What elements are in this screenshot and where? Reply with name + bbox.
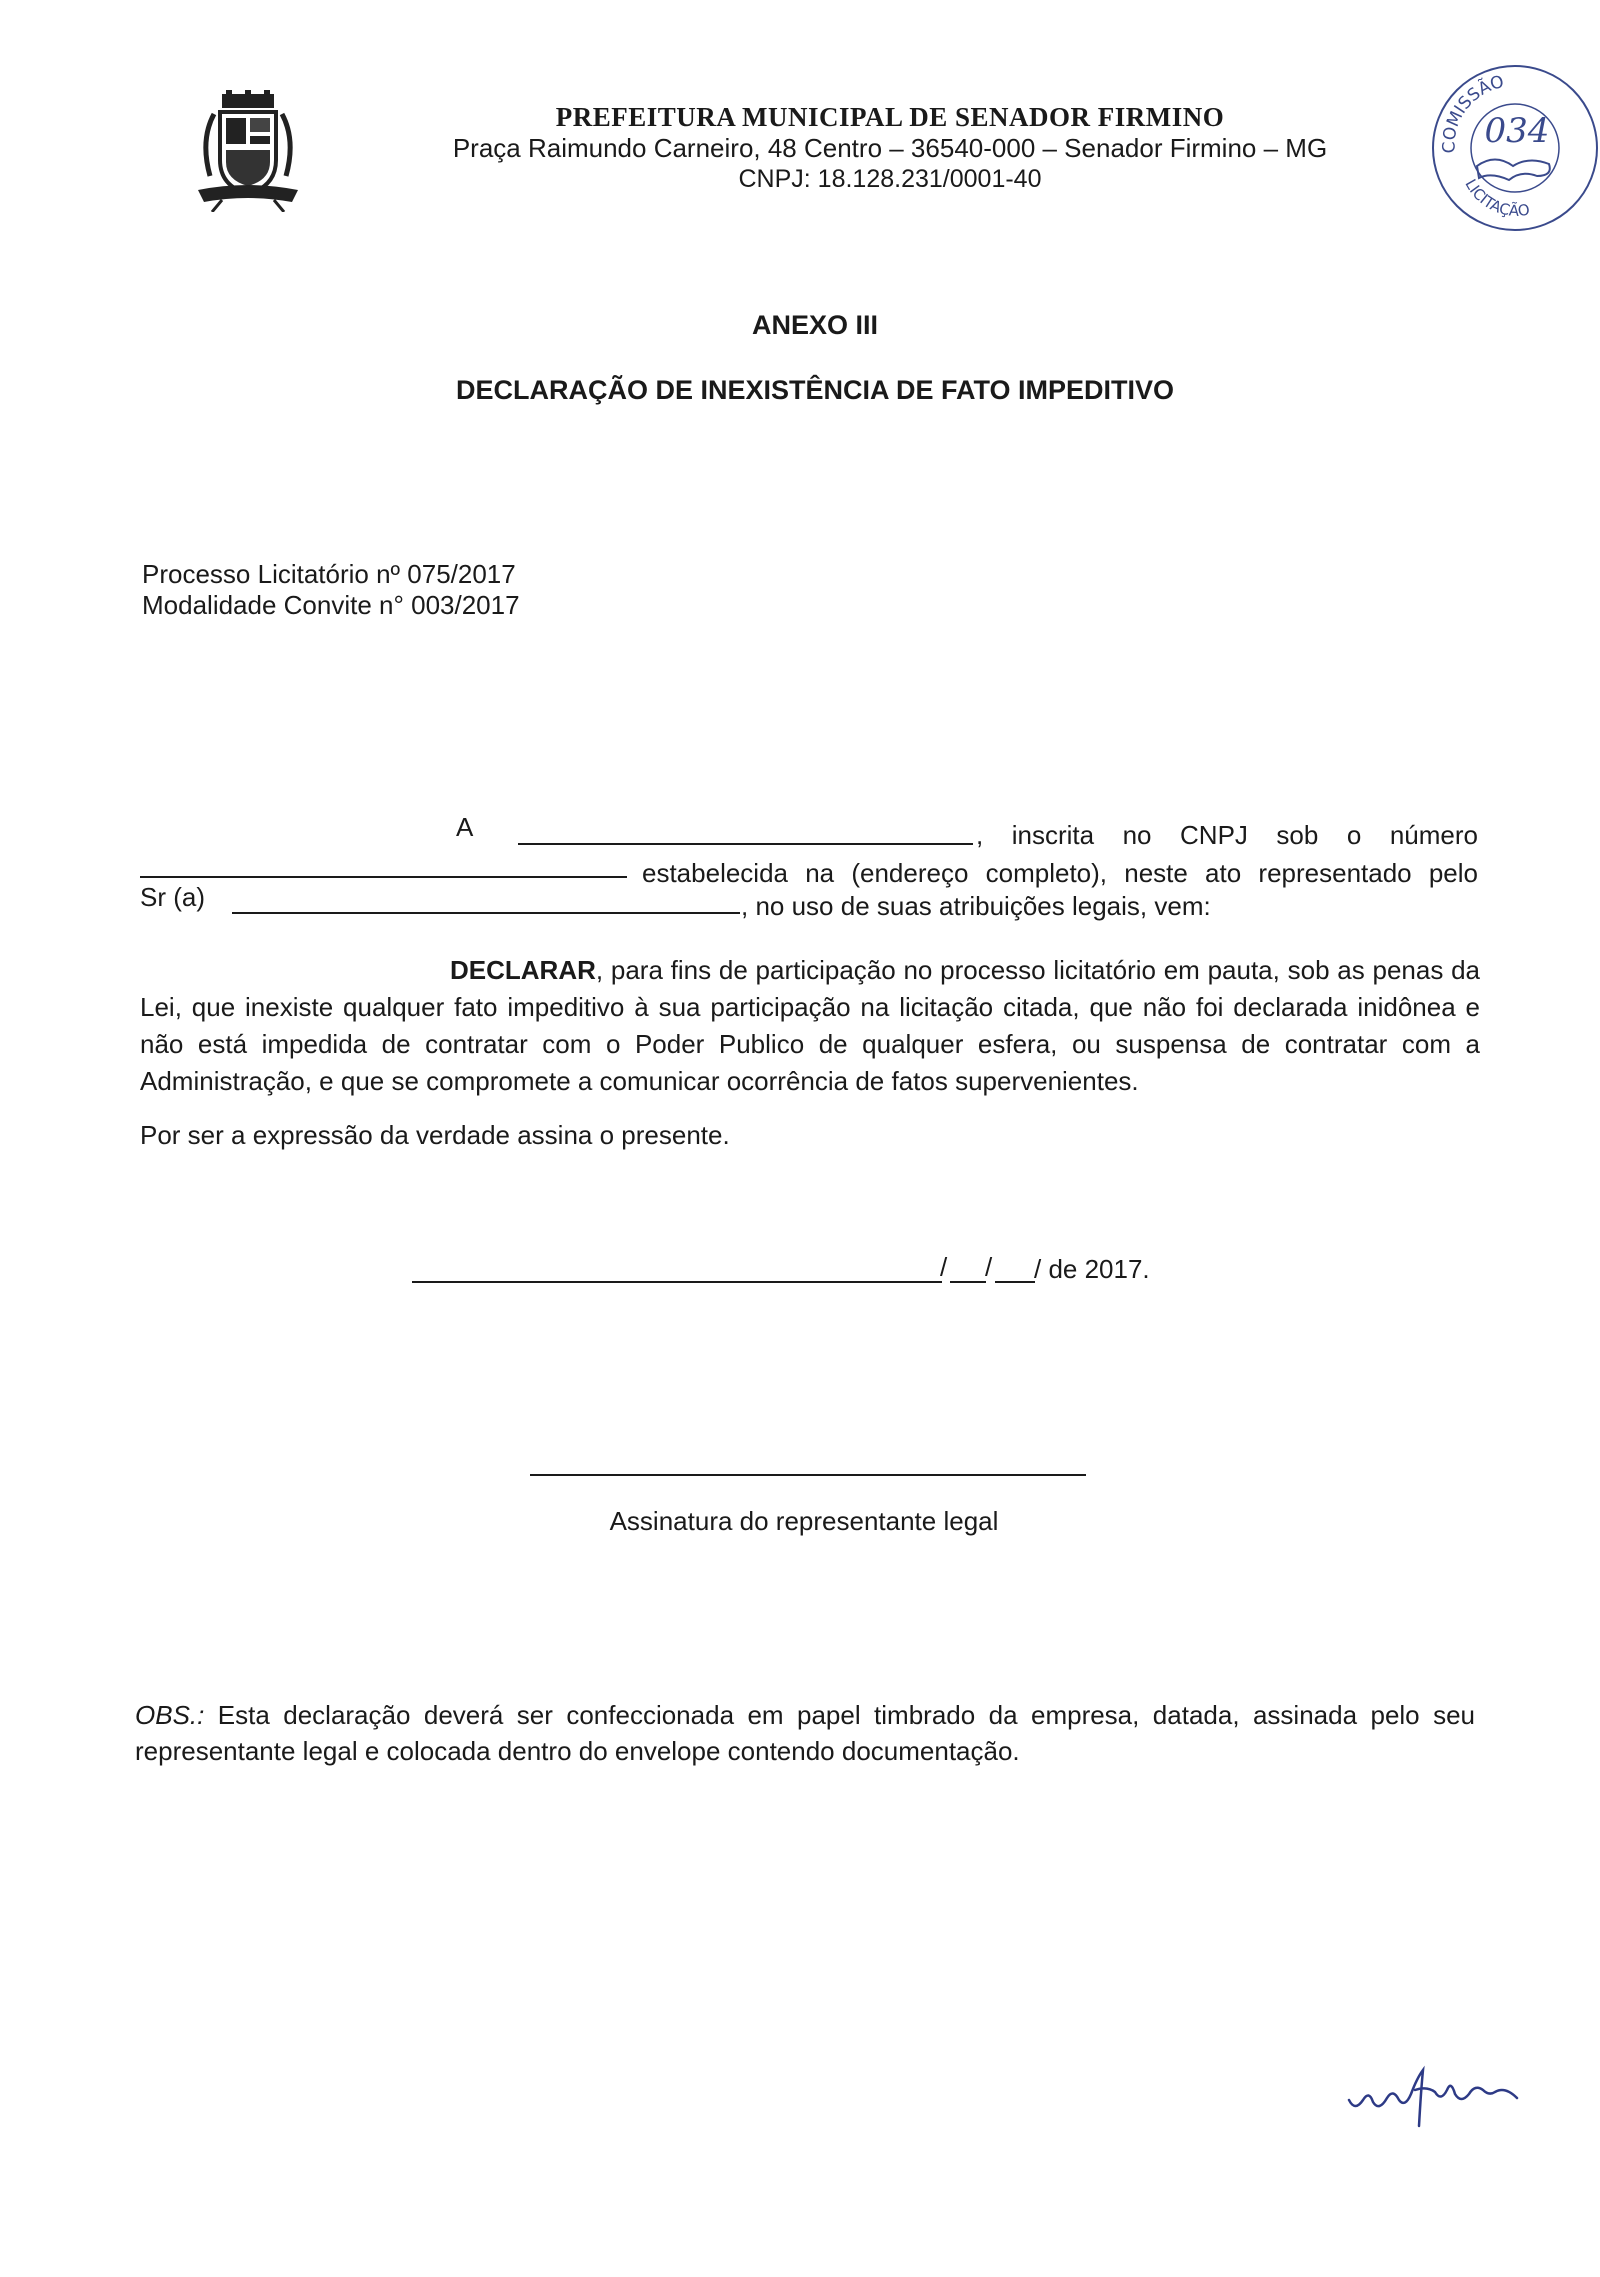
- signature-caption: Assinatura do representante legal: [609, 1506, 999, 1536]
- date-separator: /: [940, 1252, 948, 1282]
- representative-name-field[interactable]: [232, 912, 740, 914]
- company-name-field[interactable]: [518, 843, 973, 845]
- obs-text: Esta declaração deverá ser confeccionada em papel timbrado da empresa, datada, assinada pelo seu representante legal e colocada dentro do envelope contendo documentação.: [135, 1700, 1475, 1766]
- legal-powers-text: , no uso de suas atribuições legais, vem:: [741, 891, 1211, 921]
- declaration-paragraph: [140, 952, 1480, 1100]
- document-title: DECLARAÇÃO DE INEXISTÊNCIA DE FATO IMPEDITIVO: [455, 375, 1175, 405]
- declare-keyword: DECLARAR: [450, 955, 596, 985]
- year-text: / de 2017.: [1034, 1254, 1150, 1284]
- day-field[interactable]: [950, 1281, 986, 1283]
- month-field[interactable]: [995, 1281, 1035, 1283]
- coat-of-arms-icon: [192, 90, 304, 212]
- representative-label: Sr (a): [140, 882, 205, 912]
- cnpj-number-field[interactable]: [140, 876, 627, 878]
- header-address: Praça Raimundo Carneiro, 48 Centro – 36540-000 – Senador Firmino – MG: [452, 133, 1328, 163]
- observation-note: [135, 1697, 1475, 1769]
- process-number: Processo Licitatório nº 075/2017: [142, 559, 516, 589]
- stamp-bottom-text: LICITAÇÃO: [1461, 176, 1531, 221]
- signature-field[interactable]: [530, 1474, 1086, 1476]
- declaration-text: , para fins de participação no processo licitatório em pauta, sob as penas da Lei, que inexiste qualquer fato impeditivo à sua participação na licitação citada, que não foi declarada inidônea e não está impedida de contratar com o Poder Publico de qualquer esfera, ou suspensa de contratar com a Administração, e que se compromete a comunicar ocorrência de fatos supervenientes.: [140, 955, 1480, 1096]
- commission-stamp: [1425, 58, 1600, 233]
- place-field[interactable]: [412, 1281, 942, 1283]
- modality-number: Modalidade Convite n° 003/2017: [142, 590, 520, 620]
- obs-label: OBS.:: [135, 1700, 205, 1730]
- stamp-number: 034: [1484, 111, 1550, 151]
- truth-statement: Por ser a expressão da verdade assina o presente.: [140, 1120, 730, 1150]
- stamp-top-text: COMISSÃO: [1439, 71, 1507, 154]
- cnpj-text: , inscrita no CNPJ sob o número: [976, 820, 1478, 850]
- annex-title: ANEXO III: [751, 310, 879, 340]
- header-cnpj: CNPJ: 18.128.231/0001-40: [738, 165, 1042, 193]
- handwritten-initials: [1345, 2060, 1545, 2130]
- company-label: A: [456, 812, 474, 842]
- address-text: estabelecida na (endereço completo), neste ato representado pelo: [642, 858, 1478, 888]
- header-title: PREFEITURA MUNICIPAL DE SENADOR FIRMINO: [555, 102, 1225, 132]
- date-separator: /: [985, 1252, 993, 1282]
